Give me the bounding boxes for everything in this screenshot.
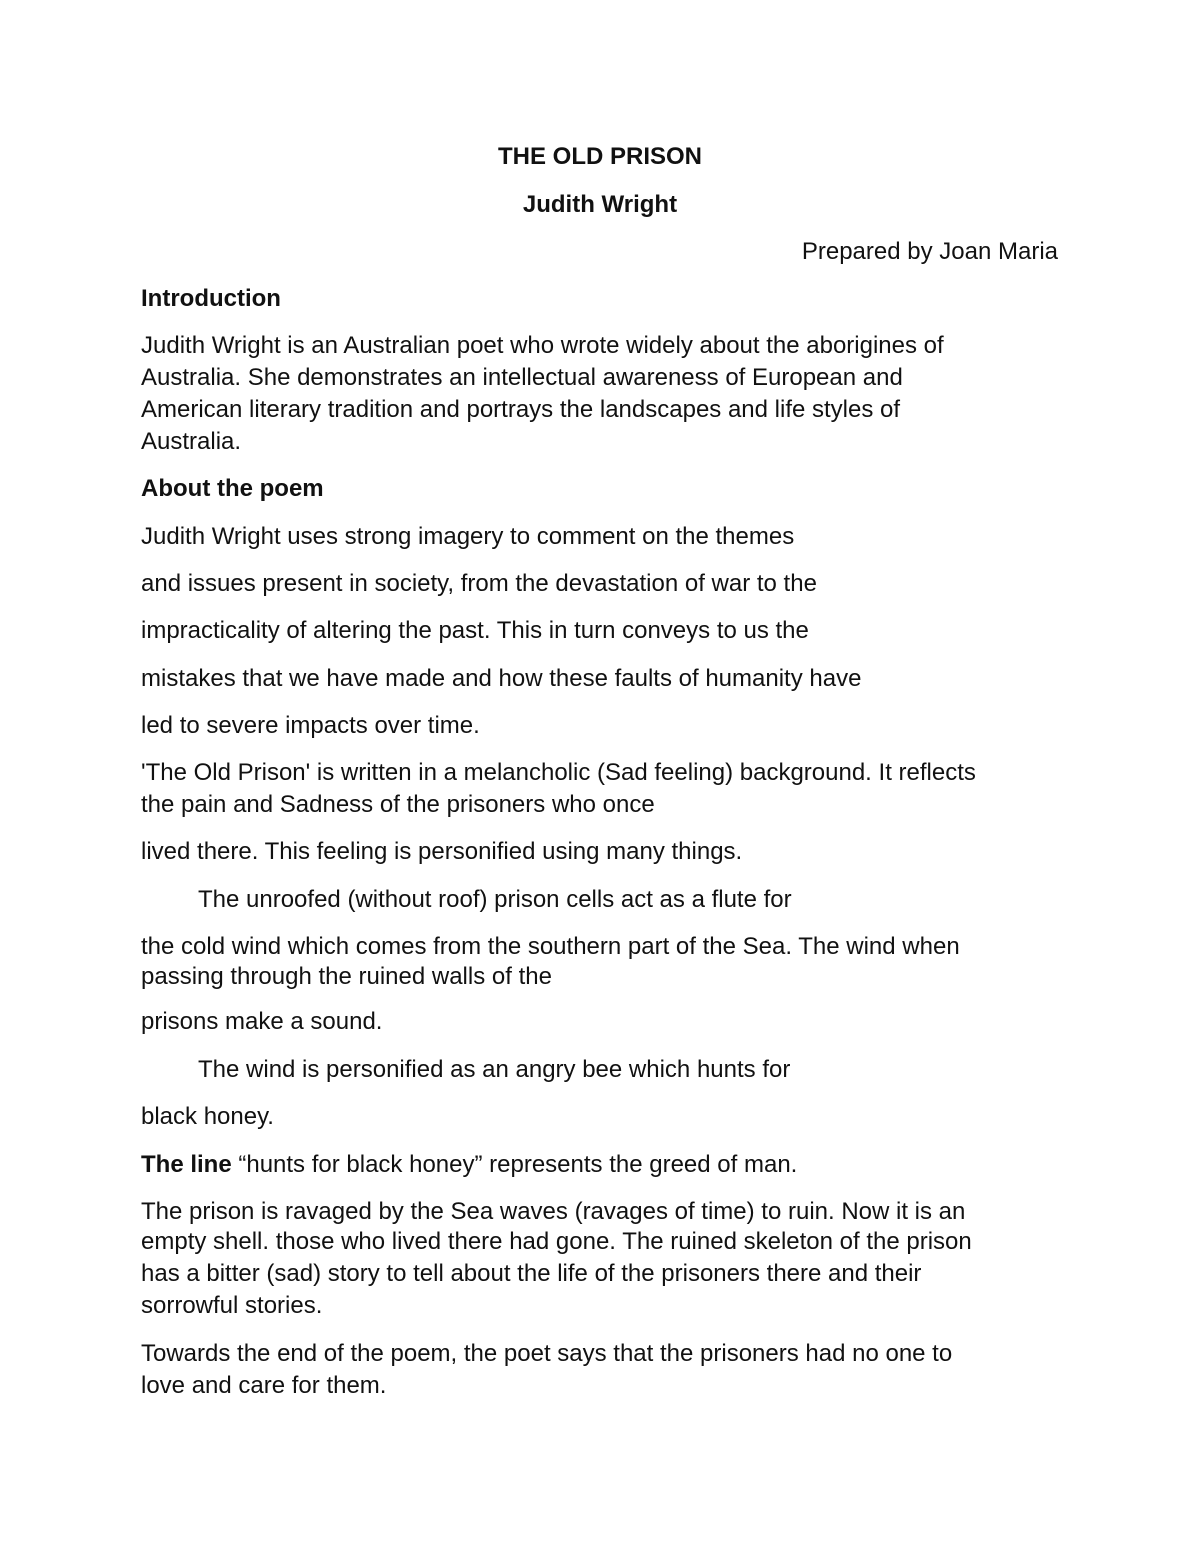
about-line: 'The Old Prison' is written in a melancholic (Sad feeling) background. It reflects — [141, 759, 976, 786]
about-line: the pain and Sadness of the prisoners who once — [141, 791, 655, 818]
about-line: has a bitter (sad) story to tell about the life of the prisoners there and their — [141, 1260, 922, 1287]
about-line: sorrowful stories. — [141, 1292, 323, 1319]
about-line: mistakes that we have made and how these faults of humanity have — [141, 665, 862, 692]
document-author: Judith Wright — [522, 191, 678, 218]
about-line: black honey. — [141, 1103, 274, 1130]
about-line: The wind is personified as an angry bee which hunts for — [198, 1056, 791, 1083]
about-line: Towards the end of the poem, the poet says that the prisoners had no one to — [141, 1340, 953, 1367]
prepared-by: Prepared by Joan Maria — [801, 238, 1058, 265]
introduction-line: Australia. She demonstrates an intellectual awareness of European and — [141, 364, 903, 391]
about-line: impracticality of altering the past. This in turn conveys to us the — [141, 617, 809, 644]
about-line: and issues present in society, from the devastation of war to the — [141, 570, 817, 597]
about-line: the cold wind which comes from the southern part of the Sea. The wind when — [141, 933, 960, 960]
about-line: The prison is ravaged by the Sea waves (ravages of time) to ruin. Now it is an — [141, 1198, 966, 1225]
about-line: love and care for them. — [141, 1372, 387, 1399]
about-line: lived there. This feeling is personified using many things. — [141, 838, 743, 865]
line-quote-text: “hunts for black honey” represents the greed of man. — [231, 1151, 798, 1178]
about-line: passing through the ruined walls of the — [141, 963, 552, 990]
introduction-line: American literary tradition and portrays the landscapes and life styles of — [141, 396, 901, 423]
about-line: Judith Wright uses strong imagery to comment on the themes — [141, 523, 795, 550]
about-line: The unroofed (without roof) prison cells act as a flute for — [198, 886, 792, 913]
about-line — [141, 1149, 797, 1181]
line-label: The line — [141, 1151, 232, 1178]
introduction-line: Judith Wright is an Australian poet who wrote widely about the aborigines of — [141, 332, 944, 359]
about-line: prisons make a sound. — [141, 1008, 383, 1035]
document-title: THE OLD PRISON — [497, 143, 702, 170]
introduction-line: Australia. — [141, 428, 242, 455]
about-line: led to severe impacts over time. — [141, 712, 480, 739]
about-line: empty shell. those who lived there had gone. The ruined skeleton of the prison — [141, 1228, 972, 1255]
introduction-heading: Introduction — [141, 285, 281, 312]
about-heading: About the poem — [141, 475, 324, 502]
